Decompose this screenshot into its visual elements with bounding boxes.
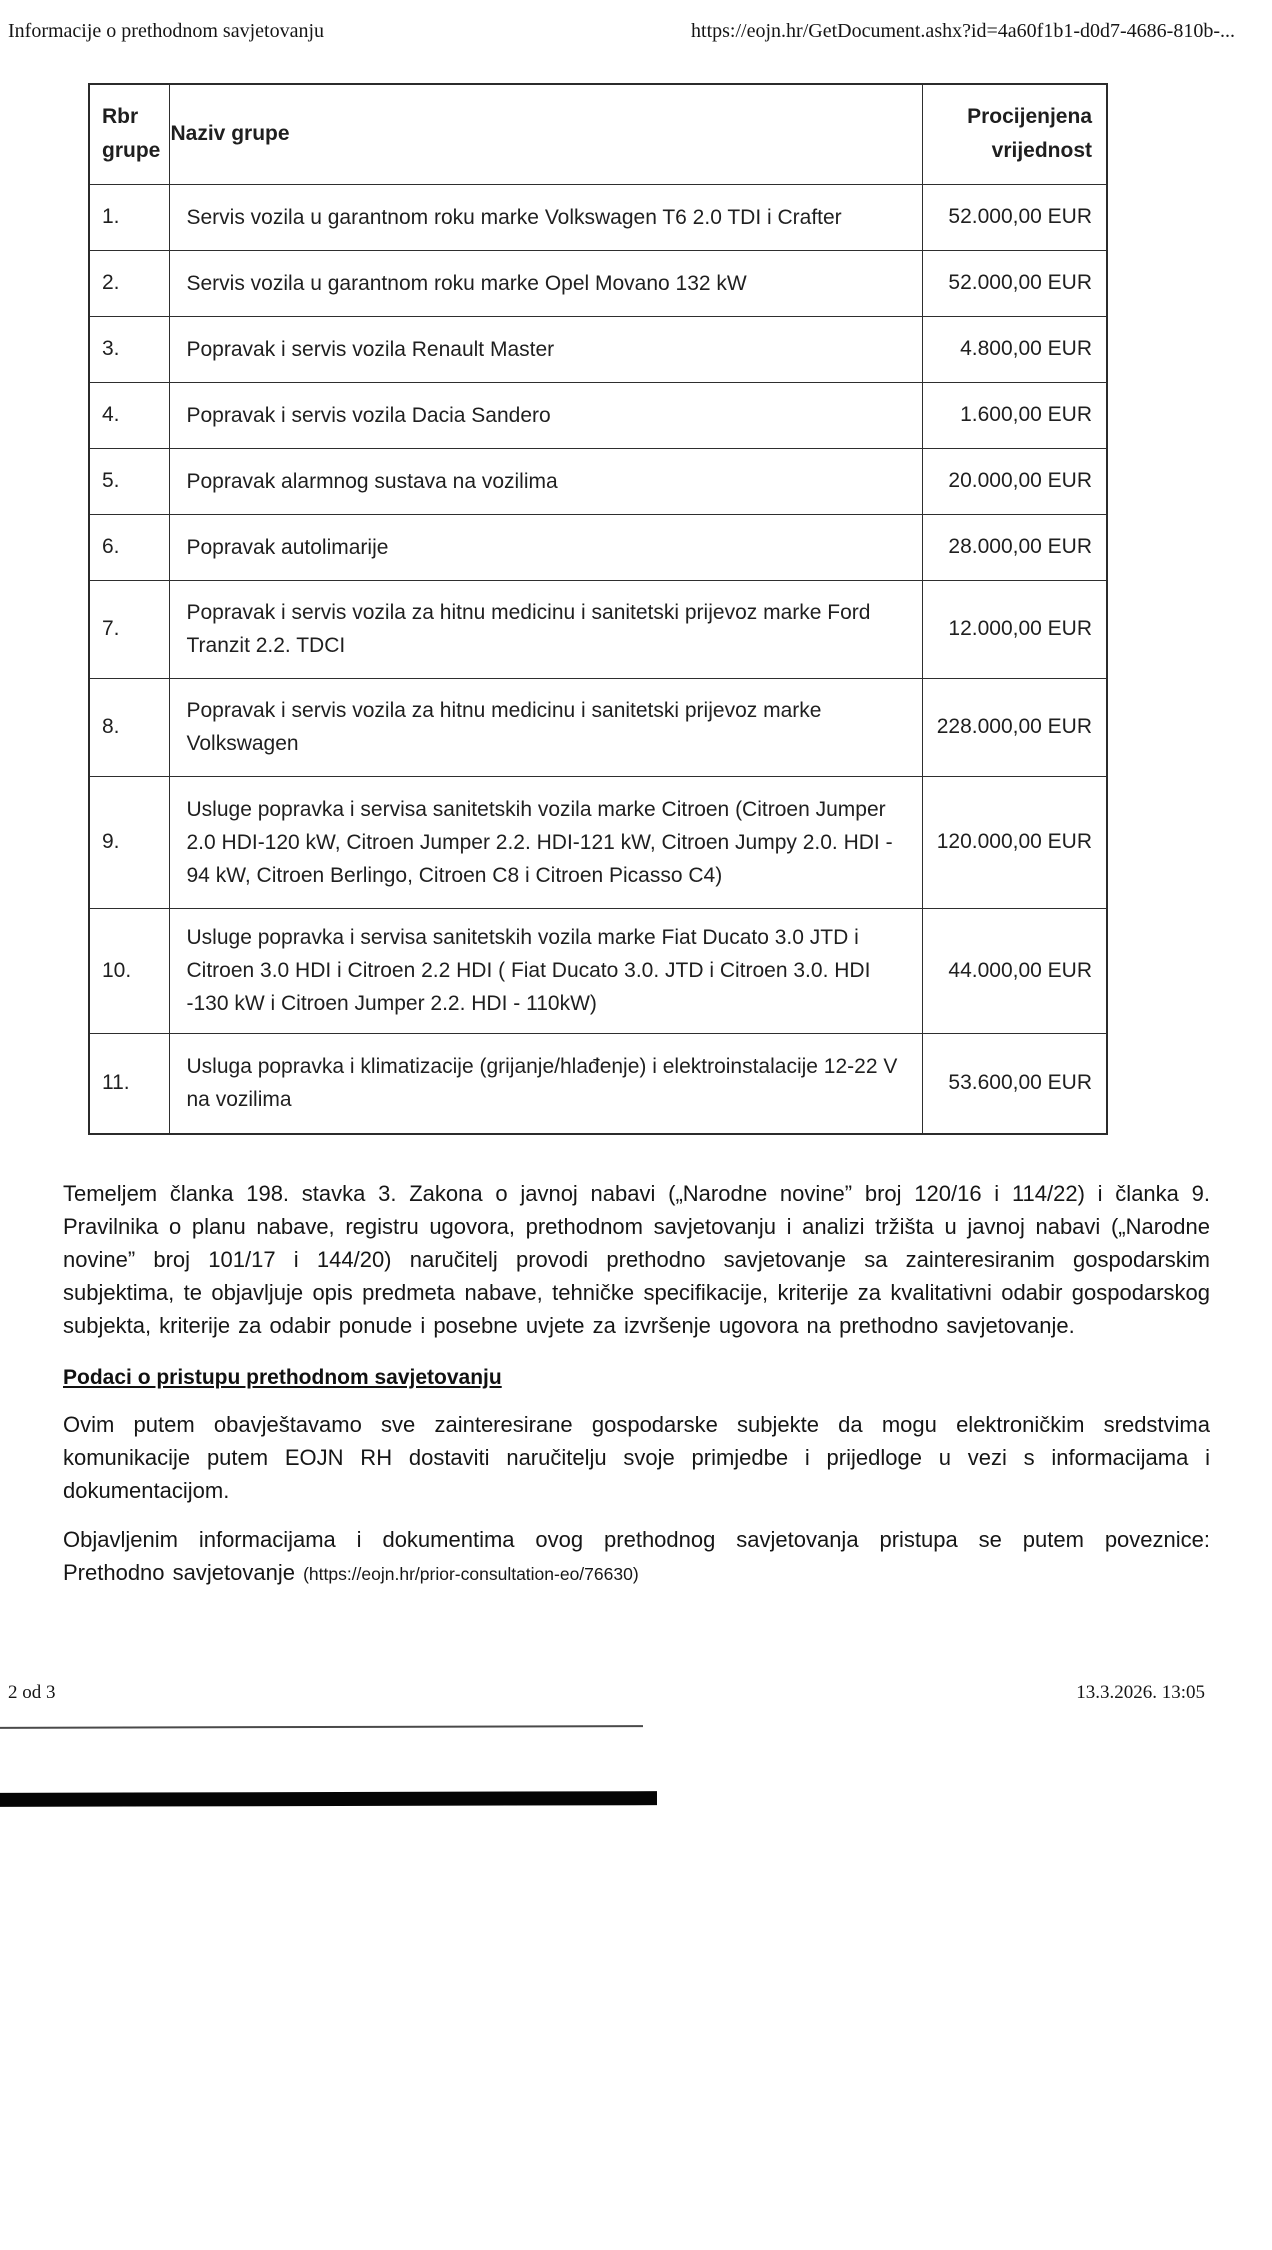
document-title: Informacije o prethodnom savjetovanju xyxy=(8,20,325,42)
print-footer xyxy=(8,1682,1205,1704)
column-header-rbr-grupe: Rbr grupe xyxy=(89,84,169,184)
consultation-link-label: Prethodno savjetovanje xyxy=(63,1560,295,1585)
table-row xyxy=(89,580,1107,678)
estimated-value-cell: 4.800,00 EUR xyxy=(922,316,1107,382)
access-info-intro: Objavljenim informacijama i dokumentima ovog prethodnog savjetovanja pristupa se putem poveznice: xyxy=(63,1527,1210,1552)
group-name-cell: Popravak i servis vozila za hitnu medicinu i sanitetski prijevoz marke Ford Tranzit 2.2. TDCI xyxy=(169,580,922,678)
estimated-value-cell: 52.000,00 EUR xyxy=(922,250,1107,316)
row-number-cell: 3. xyxy=(89,316,169,382)
table-row xyxy=(89,776,1107,908)
estimated-value-cell: 52.000,00 EUR xyxy=(922,184,1107,250)
legal-basis-paragraph: Temeljem članka 198. stavka 3. Zakona o javnoj nabavi („Narodne novine” broj 120/16 i 114/22) i članka 9. Pravilnika o planu nabave, registru ugovora, prethodnom savjetovanju i analizi tržišta u javnoj nabavi („Narodne novine” broj 101/17 i 144/20) naručitelj provodi prethodno savjetovanje sa zainteresiranim gospodarskim subjektima, te objavljuje opis predmeta nabave, tehničke specifikacije, kriterije za kvalitativni odabir gospodarskog subjekta, kriterije za odabir ponude i posebne uvjete za izvršenje ugovora na prethodno savjetovanje. xyxy=(63,1181,1210,1338)
row-number-cell: 10. xyxy=(89,908,169,1033)
estimated-value-cell: 20.000,00 EUR xyxy=(922,448,1107,514)
estimated-value-cell: 28.000,00 EUR xyxy=(922,514,1107,580)
print-header xyxy=(0,0,1272,43)
estimated-value-cell: 228.000,00 EUR xyxy=(922,678,1107,776)
table-row xyxy=(89,316,1107,382)
group-name-cell: Popravak i servis vozila Renault Master xyxy=(169,316,922,382)
print-timestamp: 13.3.2026. 13:05 xyxy=(1076,1682,1205,1703)
row-number-cell: 8. xyxy=(89,678,169,776)
table-row xyxy=(89,184,1107,250)
document-source-url: https://eojn.hr/GetDocument.ashx?id=4a60f1b1-d0d7-4686-810b-... xyxy=(691,20,1235,42)
table-row xyxy=(89,678,1107,776)
column-header-naziv-grupe: Naziv grupe xyxy=(169,84,922,184)
row-number-cell: 11. xyxy=(89,1033,169,1134)
estimated-value-cell: 12.000,00 EUR xyxy=(922,580,1107,678)
estimated-value-cell: 1.600,00 EUR xyxy=(922,382,1107,448)
estimated-value-cell: 44.000,00 EUR xyxy=(922,908,1107,1033)
page-number: 2 od 3 xyxy=(8,1682,56,1703)
scan-artifact-black-bar xyxy=(0,1791,657,1807)
access-info-paragraph xyxy=(63,1523,1210,1591)
procurement-groups-table xyxy=(88,83,1108,1135)
consultation-link-line xyxy=(63,1556,1210,1591)
consultation-link-url: (https://eojn.hr/prior-consultation-eo/76630) xyxy=(303,1564,639,1584)
notification-paragraph: Ovim putem obavještavamo sve zainteresirane gospodarske subjekte da mogu elektroničkim sredstvima komunikacije putem EOJN RH dostaviti naručitelju svoje primjedbe i prijedloge u vezi s informacijama i dokumentacijom. xyxy=(63,1412,1210,1503)
row-number-cell: 1. xyxy=(89,184,169,250)
row-number-cell: 2. xyxy=(89,250,169,316)
document-body xyxy=(0,1177,1272,1591)
group-name-cell: Usluga popravka i klimatizacije (grijanje/hlađenje) i elektroinstalacije 12-22 V na vozilima xyxy=(169,1033,922,1134)
group-name-cell: Servis vozila u garantnom roku marke Opel Movano 132 kW xyxy=(169,250,922,316)
table-row xyxy=(89,1033,1107,1134)
table-row xyxy=(89,250,1107,316)
column-header-procijenjena-vrijednost: Procijenjena vrijednost xyxy=(922,84,1107,184)
group-name-cell: Popravak autolimarije xyxy=(169,514,922,580)
group-name-cell: Usluge popravka i servisa sanitetskih vozila marke Fiat Ducato 3.0 JTD i Citroen 3.0 HDI i Citroen 2.2 HDI ( Fiat Ducato 3.0. JTD i Citroen 3.0. HDI -130 kW i Citroen Jumper 2.2. HDI - 110kW) xyxy=(169,908,922,1033)
estimated-value-cell: 53.600,00 EUR xyxy=(922,1033,1107,1134)
table-row xyxy=(89,908,1107,1033)
scan-artifact-thin-line xyxy=(0,1725,643,1729)
table-row xyxy=(89,448,1107,514)
row-number-cell: 7. xyxy=(89,580,169,678)
group-name-cell: Popravak i servis vozila Dacia Sandero xyxy=(169,382,922,448)
row-number-cell: 5. xyxy=(89,448,169,514)
group-name-cell: Popravak i servis vozila za hitnu medicinu i sanitetski prijevoz marke Volkswagen xyxy=(169,678,922,776)
table-header-row xyxy=(89,84,1107,184)
row-number-cell: 4. xyxy=(89,382,169,448)
table-row xyxy=(89,382,1107,448)
table-row xyxy=(89,514,1107,580)
row-number-cell: 9. xyxy=(89,776,169,908)
group-name-cell: Servis vozila u garantnom roku marke Volkswagen T6 2.0 TDI i Crafter xyxy=(169,184,922,250)
row-number-cell: 6. xyxy=(89,514,169,580)
section-heading: Podaci o pristupu prethodnom savjetovanju xyxy=(63,1366,502,1389)
estimated-value-cell: 120.000,00 EUR xyxy=(922,776,1107,908)
table-body xyxy=(89,184,1107,1134)
group-name-cell: Usluge popravka i servisa sanitetskih vozila marke Citroen (Citroen Jumper 2.0 HDI-120 kW, Citroen Jumper 2.2. HDI-121 kW, Citroen Jumpy 2.0. HDI - 94 kW, Citroen Berlingo, Citroen C8 i Citroen Picasso C4) xyxy=(169,776,922,908)
group-name-cell: Popravak alarmnog sustava na vozilima xyxy=(169,448,922,514)
